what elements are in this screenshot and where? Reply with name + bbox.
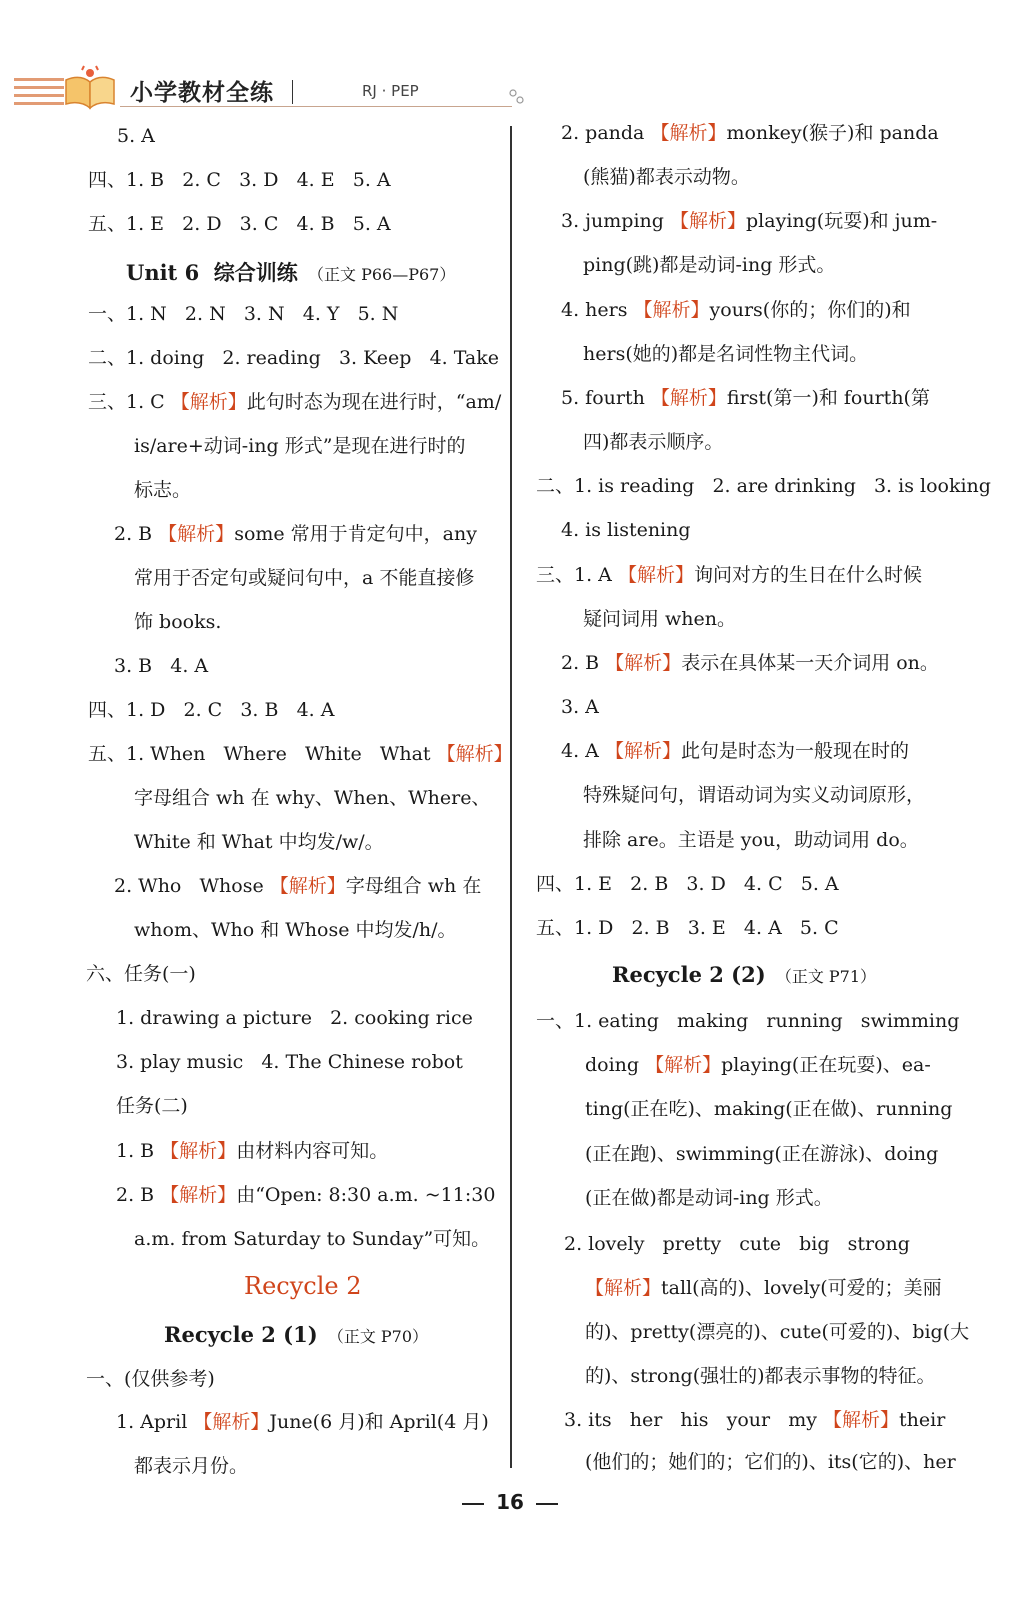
answer-line: 一、1. N 2. N 3. N 4. Y 5. N: [88, 303, 399, 325]
answer-line: 2. panda 【解析】monkey(猴子)和 panda: [561, 122, 939, 144]
analysis-tag: 【解析】: [605, 652, 682, 674]
analysis-tag: 【解析】: [436, 743, 513, 765]
unit-heading: [612, 962, 876, 987]
header-decoration-lines: [14, 78, 64, 110]
answer-line: 六、任务(一): [86, 963, 196, 985]
answer-line: 任务(二): [116, 1095, 188, 1117]
answer-line: 常用于否定句或疑问句中，a 不能直接修: [134, 567, 475, 589]
analysis-tag: 【解析】: [158, 523, 235, 545]
analysis-tag: 【解析】: [670, 210, 747, 232]
analysis-tag: 【解析】: [645, 1054, 722, 1076]
answer-line: 3. B 4. A: [114, 655, 209, 677]
answer-line: 三、1. C 【解析】此句时态为现在进行时，“am/: [88, 391, 502, 413]
answer-line: 4. is listening: [561, 519, 691, 541]
answer-line: 1. drawing a picture 2. cooking rice: [116, 1007, 473, 1029]
answer-line: 的)、strong(强壮的)都表示事物的特征。: [585, 1365, 936, 1387]
answer-line: ting(正在吃)、making(正在做)、running: [585, 1098, 953, 1120]
answer-line: ping(跳)都是动词-ing 形式。: [583, 254, 836, 276]
analysis-tag: 【解析】: [269, 875, 346, 897]
answer-line: 排除 are。主语是 you，助动词用 do。: [583, 829, 919, 851]
answer-line: 五、1. D 2. B 3. E 4. A 5. C: [536, 917, 839, 939]
answer-line: 的)、pretty(漂亮的)、cute(可爱的)、big(大: [585, 1321, 970, 1343]
answer-line: 1. B 【解析】由材料内容可知。: [116, 1140, 389, 1162]
heading-text: Recycle 2 (1): [164, 1322, 318, 1347]
paperclip-icon: [508, 88, 526, 106]
page-reference: （正文 P66—P67）: [297, 265, 456, 284]
heading-text: Recycle 2 (2): [612, 962, 766, 987]
answer-line: 【解析】tall(高的)、lovely(可爱的；美丽: [585, 1277, 942, 1299]
analysis-tag: 【解析】: [160, 1140, 237, 1162]
answer-line: (他们的；她们的；它们的)、its(它的)、her: [585, 1451, 956, 1473]
answer-line: 5. A: [117, 125, 155, 147]
answer-line: is/are+动词-ing 形式”是现在进行时的: [134, 435, 466, 457]
page-header: [0, 0, 1019, 118]
answer-line: 四、1. D 2. C 3. B 4. A: [88, 699, 335, 721]
analysis-tag: 【解析】: [823, 1409, 900, 1431]
answer-line: 2. B 【解析】由“Open: 8:30 a.m. ~11:30: [116, 1184, 496, 1206]
answer-line: 五、1. When Where White What 【解析】: [88, 743, 513, 765]
answer-line: 字母组合 wh 在 why、When、Where、: [134, 787, 491, 809]
analysis-tag: 【解析】: [633, 299, 710, 321]
answer-line: 疑问词用 when。: [583, 608, 737, 630]
answer-line: 3. A: [561, 696, 599, 718]
answer-line: (正在跑)、swimming(正在游泳)、doing: [585, 1143, 939, 1165]
analysis-tag: 【解析】: [650, 122, 727, 144]
answer-line: 特殊疑问句，谓语动词为实义动词原形，: [583, 784, 926, 806]
answer-line: 3. jumping 【解析】playing(玩耍)和 jum-: [561, 210, 938, 232]
heading-text: Unit 6 综合训练: [126, 260, 298, 285]
answer-line: 四、1. E 2. B 3. D 4. C 5. A: [536, 873, 839, 895]
header-separator: [292, 80, 293, 104]
unit-heading: [164, 1322, 428, 1347]
answer-line: 三、1. A 【解析】询问对方的生日在什么时候: [536, 564, 922, 586]
answer-line: 一、1. eating making running swimming: [536, 1010, 960, 1032]
page-number-text: 16: [496, 1490, 524, 1514]
answer-line: 五、1. E 2. D 3. C 4. B 5. A: [88, 213, 391, 235]
answer-line: hers(她的)都是名词性物主代词。: [583, 343, 869, 365]
answer-line: 四、1. B 2. C 3. D 4. E 5. A: [88, 169, 391, 191]
column-divider: [510, 126, 512, 1468]
answer-line: 2. B 【解析】some 常用于肯定句中，any: [114, 523, 477, 545]
analysis-tag: 【解析】: [650, 387, 727, 409]
answer-line: White 和 What 中均发/w/。: [134, 831, 384, 853]
analysis-tag: 【解析】: [193, 1411, 270, 1433]
page-reference: （正文 P71）: [765, 967, 877, 986]
answer-line: 2. Who Whose 【解析】字母组合 wh 在: [114, 875, 482, 897]
edition-label: RJ · PEP: [362, 82, 419, 100]
analysis-tag: 【解析】: [170, 391, 247, 413]
analysis-tag: 【解析】: [160, 1184, 237, 1206]
answer-line: 1. April 【解析】June(6 月)和 April(4 月): [116, 1411, 489, 1433]
answer-line: 5. fourth 【解析】first(第一)和 fourth(第: [561, 387, 930, 409]
answer-line: 3. its her his your my 【解析】their: [564, 1409, 946, 1431]
answer-line: (熊猫)都表示动物。: [583, 166, 750, 188]
answer-line: 标志。: [134, 479, 192, 501]
answer-line: 一、(仅供参考): [86, 1368, 215, 1390]
answer-line: 四)都表示顺序。: [583, 431, 724, 453]
answer-line: whom、Who 和 Whose 中均发/h/。: [134, 919, 457, 941]
answer-line: 二、1. is reading 2. are drinking 3. is looking: [536, 475, 991, 497]
open-book-icon: [62, 64, 118, 112]
answer-line: a.m. from Saturday to Sunday”可知。: [134, 1228, 491, 1250]
answer-line: 4. hers 【解析】yours(你的；你们的)和: [561, 299, 911, 321]
answer-line: (正在做)都是动词-ing 形式。: [585, 1187, 833, 1209]
analysis-tag: 【解析】: [617, 564, 694, 586]
answer-line: doing 【解析】playing(正在玩耍)、ea-: [585, 1054, 931, 1076]
answer-line: 都表示月份。: [134, 1455, 249, 1477]
answer-line: 3. play music 4. The Chinese robot: [116, 1051, 463, 1073]
answer-line: 饰 books.: [134, 611, 222, 633]
book-title: 小学教材全练: [130, 80, 274, 106]
answer-line: 2. lovely pretty cute big strong: [564, 1233, 910, 1255]
answer-line: 4. A 【解析】此句是时态为一般现在时的: [561, 740, 909, 762]
answer-line: 2. B 【解析】表示在具体某一天介词用 on。: [561, 652, 939, 674]
section-title: Recycle 2: [244, 1272, 362, 1300]
unit-heading: [126, 257, 455, 287]
header-rule: [120, 106, 512, 107]
analysis-tag: 【解析】: [604, 740, 681, 762]
analysis-tag: 【解析】: [585, 1277, 662, 1299]
page-number: [440, 1490, 580, 1514]
answer-line: 二、1. doing 2. reading 3. Keep 4. Take: [88, 347, 500, 369]
page-reference: （正文 P70）: [317, 1327, 429, 1346]
